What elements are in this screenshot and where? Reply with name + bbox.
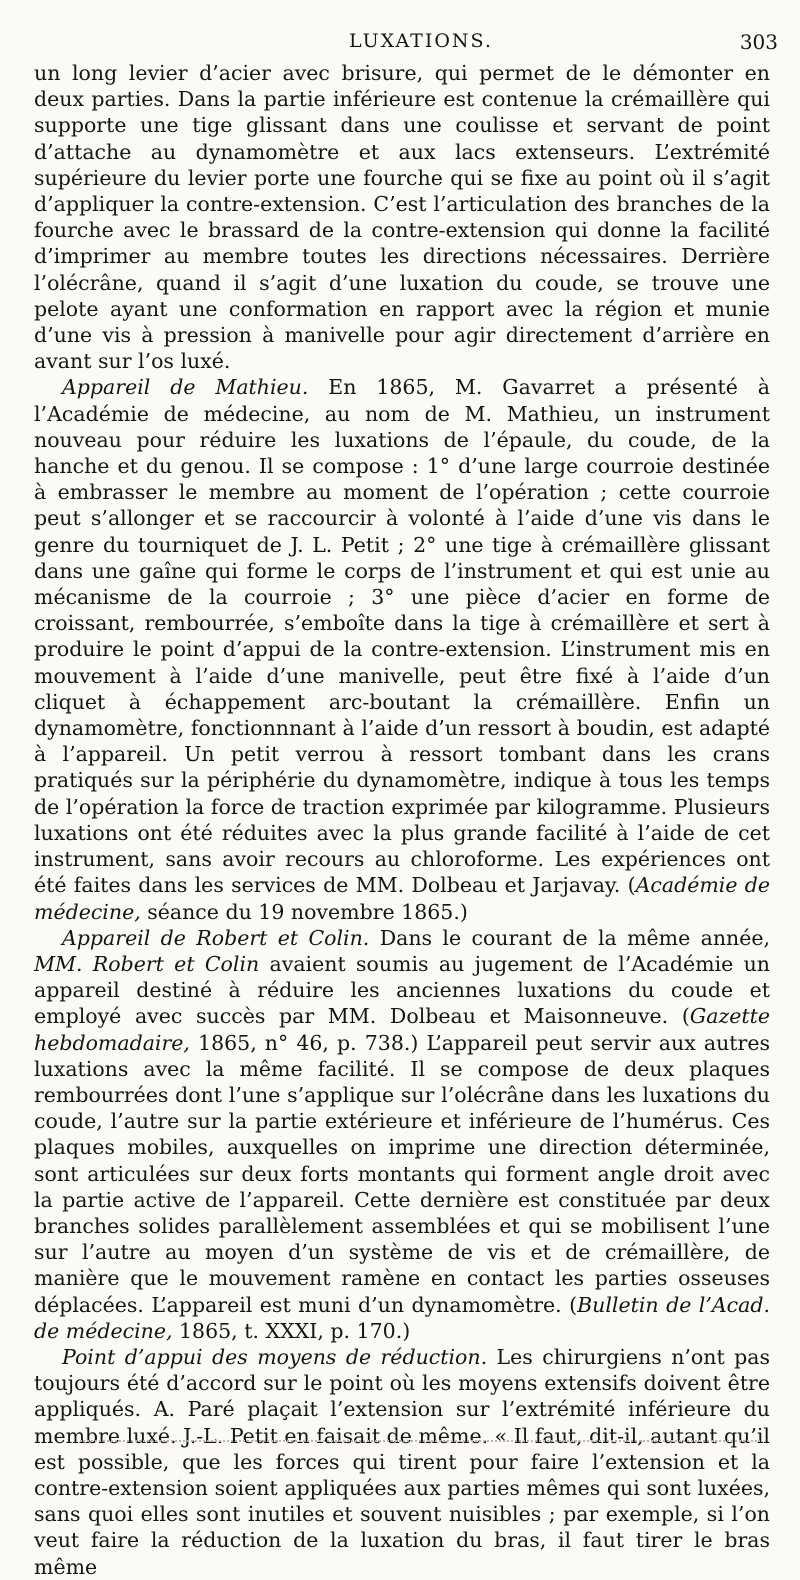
paragraph xyxy=(34,1344,770,1580)
author-names: MM. Robert et Colin xyxy=(34,951,260,976)
section-heading: Point d’appui des moyens de réduction. xyxy=(62,1344,488,1369)
section-heading: Appareil de Mathieu. xyxy=(62,375,309,400)
text-segment: En 1865, M. Gavarret a présenté à l’Académie de médecine, au nom de M. Mathieu, un instrument nouveau pour réduire les luxations de l’épaule, du coude, de la hanche et du genou. Il se compose : 1° d’une large courroie destinée à embrasser le membre au moment de l’opération ; cette courroie peut s’allonger et se raccourcir à volonté à l’aide d’une vis dans le genre du tourniquet de J. L. Petit ; 2° une tige à crémaillère glissant dans une gaîne qui forme le corps de l’instrument et qui est unie au mécanisme de la courroie ; 3° une pièce d’acier en forme de croissant, rembourrée, s’emboîte dans la tige à crémaillère et sert à produire le point d’appui de la contre-extension. L’instrument mis en mouvement à l’aide d’une manivelle, peut être fixé à l’aide d’un cliquet à échappement arc-boutant la crémaillère. Enfin un dynamomètre, fonctionnnant à l’aide d’un ressort à boudin, est adapté à l’appareil. Un petit verrou à ressort tombant dans les crans pratiqués sur la périphérie du dynamomètre, indique à tous les temps de l’opération la force de traction exprimée par kilogramme. Plusieurs luxations ont été réduites avec la plus grande facilité à l’aide de cet instrument, sans avoir recours au chloroforme. Les expériences ont été faites dans les services de MM. Dolbeau et Jarjavay. ( xyxy=(34,375,770,898)
text-segment: 1865, t. XXXI, p. 170.) xyxy=(172,1318,411,1343)
section-heading: Appareil de Robert et Colin. xyxy=(62,925,370,950)
citation-title: Académie de médecine, xyxy=(34,873,770,924)
running-title: LUXATIONS. xyxy=(349,30,493,52)
text-segment: avaient soumis au jugement de l’Académie un appareil destiné à réduire les anciennes luxations du coude et employé avec succès par MM. Dolbeau et Maisonneuve. ( xyxy=(34,951,770,1029)
citation-title: Bulletin de l’Acad. de médecine, xyxy=(34,1292,770,1343)
page-header xyxy=(34,30,778,60)
text-segment: Les chirurgiens n’ont pas toujours été d’accord sur le point où les moyens extensifs doivent être appliqués. A. Paré plaçait l’extension sur l’extrémité inférieure du membre luxé. J.-L. Petit en faisait de même. « Il faut, dit-il, autant qu’il est possible, que les forces qui tirent pour faire l’extension et la contre-extension soient appliquées aux parties mêmes qui sont luxées, sans quoi elles sont inutiles et souvent nuisibles ; par exemple, si l’on veut faire la réduction de la luxation du bras, il faut tirer le bras même xyxy=(34,1344,770,1579)
body-text xyxy=(34,60,770,1580)
page-number: 303 xyxy=(739,30,778,54)
paragraph xyxy=(34,60,770,374)
text-segment: un long levier d’acier avec brisure, qui permet de le démonter en deux parties. Dans la partie inférieure est contenue la crémaillère qui supporte une tige glissant dans une coulisse et servant de point d’attache au dynamomètre et aux lacs extenseurs. L’extrémité supérieure du levier porte une fourche qui se fixe au point où il s’agit d’appliquer la contre-extension. C’est l’articulation des branches de la fourche avec le brassard de la contre-extension qui donne la facilité d’imprimer au membre toutes les directions nécessaires. Derrière l’olécrâne, quand il s’agit d’une luxation du coude, se trouve une pelote ayant une conformation en rapport avec la région et munie d’une vis à pression à manivelle pour agir directement d’arrière en avant sur l’os luxé. xyxy=(34,61,770,374)
text-segment: séance du 19 novembre 1865.) xyxy=(140,899,468,924)
paragraph xyxy=(34,925,770,1344)
paragraph xyxy=(34,374,770,924)
footer-rule xyxy=(80,1440,760,1442)
citation-title: Gazette hebdomadaire, xyxy=(34,1004,770,1055)
text-segment: 1865, n° 46, p. 738.) L’appareil peut servir aux autres luxations avec la même facilité. Il se compose de deux plaques rembourrées dont l’une s’applique sur l’olécrâne dans les luxations du coude, l’autre sur la partie extérieure et inférieure de l’humérus. Ces plaques mobiles, auxquelles on imprime une direction déterminée, sont articulées sur deux forts montants qui forment angle droit avec la partie active de l’appareil. Cette dernière est constituée par deux branches solides parallèlement assemblées et qui se mobilisent l’une sur l’autre au moyen d’un système de vis et de crémaillère, de manière que le mouvement ramène en contact les parties osseuses déplacées. L’appareil est muni d’un dynamomètre. ( xyxy=(34,1030,770,1317)
text-segment: Dans le courant de la même année, xyxy=(369,925,770,950)
